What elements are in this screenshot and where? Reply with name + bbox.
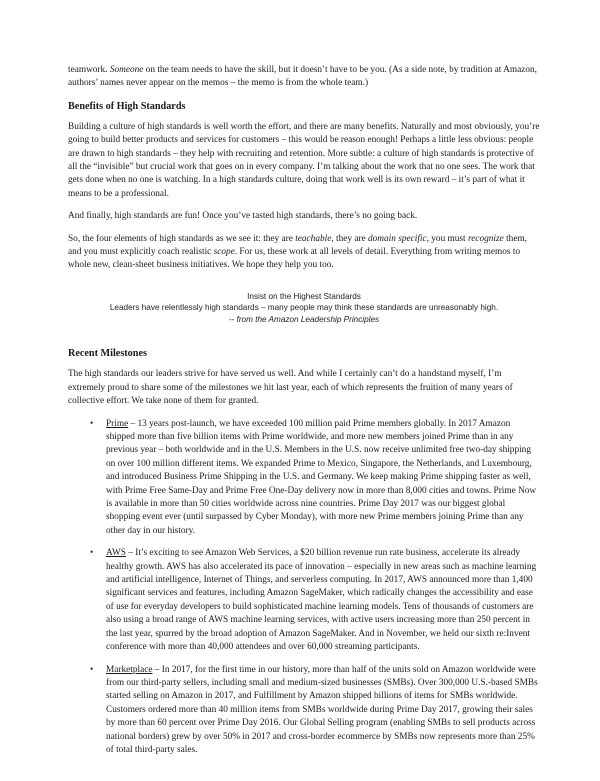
quote-source: [68, 314, 540, 326]
bullet-icon: •: [90, 418, 94, 429]
milestone-title-aws: AWS: [106, 548, 126, 559]
para3-text-1: So, the four elements of high standards as we see it: they are: [68, 233, 296, 244]
para3-emphasis-teachable: teachable: [295, 233, 332, 244]
intro-text-part2: on the team needs to have the skill, but it doesn’t have to be you. (As a side note, by tradition at Amazon, authors’ names never appear on the memos – the memo is from the whole team.): [68, 65, 537, 89]
para3-emphasis-domain-specific: domain specific: [368, 233, 427, 244]
quote-body: Leaders have relentlessly high standards – many people may think these standards are unreasonably high.: [109, 303, 499, 313]
milestones-intro-paragraph: The high standards our leaders strive for have served us well. And while I certainly can’t do a handstand myself, I’m extremely proud to share some of the milestones we hit last year, each of which represents the fruition of many years of collective effort. We take none of them for granted.: [68, 369, 513, 407]
leadership-principle-quote: [68, 291, 540, 326]
quote-source-text: -- from the Amazon Leadership Principles: [228, 314, 380, 324]
benefits-paragraph-1: Building a culture of high standards is well worth the effort, and there are many benefits. Naturally and most obviously, you’re going to build better products and services for customers – this would be reason enough! Perhaps a little less obvious: people are drawn to high standards – they help with recruiting and retention. More subtle: a culture of high standards is protective of all the “invisible” but crucial work that goes on in every company. I’m talking about the work that no one sees. The work that gets done when no one is watching. In a high standards culture, doing that work well is its own reward – it’s part of what it means to be a professional.: [68, 121, 540, 199]
quote-title: Insist on the Highest Standards: [247, 291, 361, 301]
intro-emphasis-someone: Someone: [109, 65, 144, 75]
list-item-aws: [90, 547, 540, 654]
milestone-text-marketplace: – In 2017, for the first time in our history, more than half of the units sold on Amazon worldwide were from our third-party sellers, including small and medium-sized businesses (SMBs). Over 300,000 U.S.-based SMBs started selling on Amazon in 2017, and Fulfillment by Amazon shipped billions of items for SMBs worldwide. Customers ordered more than 40 million items from SMBs worldwide during Prime Day 2017, growing their sales by more than 60 percent over Prime Day 2016. Our Global Selling program (enabling SMBs to sell products across national borders) grew by over 50% in 2017 and cross-border ecommerce by SMBs now represents more than 25% of total third-party sales.: [106, 664, 538, 755]
para3-text-4: them, and you must explicitly coach realistic: [68, 233, 528, 258]
benefits-paragraph-2: And finally, high standards are fun! Once you’ve tasted high standards, there’s no going back.: [68, 211, 418, 222]
list-item-marketplace: [90, 664, 540, 758]
bullet-icon: •: [90, 548, 94, 559]
benefits-paragraph-3: [68, 233, 540, 273]
para3-text-2: , they are: [331, 233, 368, 244]
intro-continuation-paragraph: [68, 64, 540, 91]
benefits-heading: Benefits of High Standards: [68, 100, 186, 112]
para3-text-5: . For us, these work at all levels of detail. Everything from writing memos to whole new, clean-sheet business initiatives. We hope they help you too.: [68, 247, 521, 271]
milestones-list: [90, 418, 540, 758]
list-item-prime: [90, 418, 540, 539]
para3-emphasis-scope: scope: [213, 247, 235, 258]
para3-emphasis-recognize: recognize: [467, 233, 504, 244]
intro-text-part1: teamwork.: [68, 65, 110, 75]
milestone-title-marketplace: Marketplace: [106, 664, 153, 675]
bullet-icon: •: [90, 664, 94, 675]
milestones-heading: Recent Milestones: [68, 348, 147, 360]
milestone-text-prime: – 13 years post-launch, we have exceeded 100 million paid Prime members globally. In 2017 Amazon shipped more than five billion items with Prime worldwide, and more new members joined Prime than in any previous year – both worldwide and in the U.S. Members in the U.S. now receive unlimited free two-day shipping on over 100 million different items. We expanded Prime to Mexico, Singapore, the Netherlands, and Luxembourg, and introduced Business Prime Shipping in the U.S. and Germany. We keep making Prime shipping faster as well, with Prime Free Same-Day and Prime Free One-Day delivery now in more than 8,000 cities and towns. Prime Now is available in more than 50 cities worldwide across nine countries. Prime Day 2017 was our biggest global shopping event ever (until surpassed by Cyber Monday), with more new Prime members joining Prime than any other day in our history.: [106, 418, 537, 536]
milestone-text-aws: – It’s exciting to see Amazon Web Services, a $20 billion revenue run rate business, accelerate its already healthy growth. AWS has also accelerated its pace of innovation – especially in new areas such as machine learning and artificial intelligence, Internet of Things, and serverless computing. In 2017, AWS announced more than 1,400 significant services and features, including Amazon SageMaker, which radically changes the accessibility and ease of use for everyday developers to build sophisticated machine learning models. Tens of thousands of customers are also using a broad range of AWS machine learning services, with active users increasing more than 250 percent in the last year, spurred by the broad adoption of Amazon SageMaker. And in November, we held our sixth re:Invent conference with more than 40,000 attendees and over 60,000 streaming participants.: [106, 548, 537, 653]
para3-text-3: , you must: [426, 233, 468, 244]
milestone-title-prime: Prime: [106, 418, 129, 429]
